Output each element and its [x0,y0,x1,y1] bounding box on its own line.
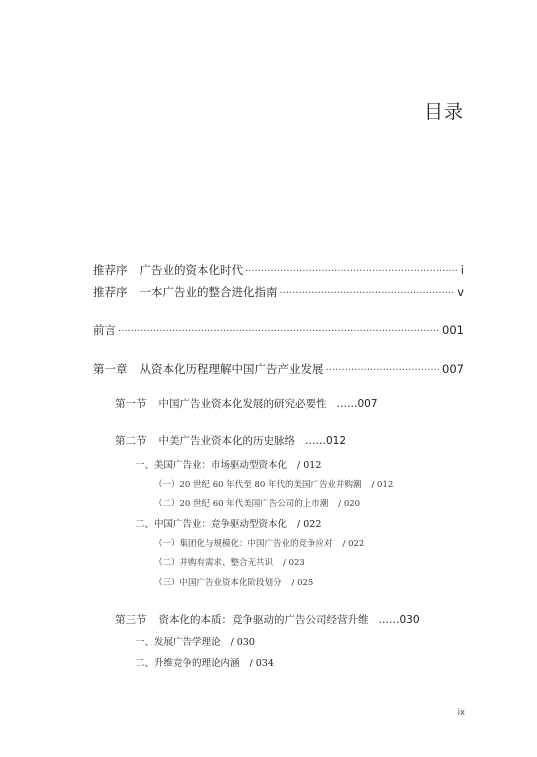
toc-text: 从资本化历程理解中国广告产业发展 [139,362,324,376]
toc-entry-section-3[interactable] [115,612,420,627]
toc-text: 一、发展广告学理论 [135,637,221,648]
toc-label: 推荐序 [93,285,128,299]
toc-page: / 022 [342,539,365,549]
toc-page: / 023 [283,558,305,568]
page-number: ix [457,708,465,718]
toc-text: 一本广告业的整合进化指南 [139,285,278,299]
toc-entry-item[interactable] [154,576,313,588]
toc-page: / 012 [297,460,322,471]
toc-leader [326,365,441,376]
toc-label: 第一章 [93,362,128,376]
toc-leader: …… [305,435,326,447]
toc-page: / 020 [338,499,361,509]
toc-label: 推荐序 [93,263,128,277]
toc-entry-subsection[interactable] [135,457,321,471]
toc-text: 资本化的本质：竞争驱动的广告公司经营升维 [158,614,369,626]
toc-page: 007 [442,362,464,376]
toc-entry-section-2[interactable] [115,433,346,448]
toc-page: / 034 [249,658,274,669]
toc-leader [118,326,440,337]
toc-leader [280,288,456,299]
toc-text: 二、升维竞争的理论内涵 [135,658,240,669]
toc-text: 中国广告业资本化发展的研究必要性 [158,398,327,410]
toc-text: （三）中国广告业资本化阶段划分 [154,578,282,588]
page-title: 目录 [423,101,464,123]
toc-leader: …… [378,614,400,626]
toc-page: 007 [357,398,378,410]
toc-entry-item[interactable] [154,497,360,509]
toc-page: / 030 [230,637,255,648]
toc-entry-subsection[interactable] [135,634,255,648]
toc-entry-chapter-1[interactable] [93,361,464,377]
toc-entry-preface[interactable] [93,322,464,338]
toc-page: 030 [399,614,420,626]
toc-page: i [460,263,464,277]
toc-entry-section-1[interactable] [115,396,378,411]
toc-entry-subsection[interactable] [135,516,321,530]
toc-entry-subsection[interactable] [135,655,274,669]
toc-label: 第二节 [115,435,147,447]
toc-label: 第一节 [115,398,147,410]
toc-text: 前言 [93,323,116,337]
toc-page: 012 [326,435,347,447]
toc-page: v [457,285,464,299]
toc-entry-item[interactable] [154,478,393,490]
toc-text: 中美广告业资本化的历史脉络 [158,435,295,447]
toc-entry-item[interactable] [154,537,364,549]
toc-text: 二、中国广告业：竞争驱动型资本化 [135,519,288,530]
toc-page: 001 [442,323,464,337]
toc-entry-foreword-1[interactable] [93,262,464,278]
toc-text: （二）并购有需求、整合无共识 [154,558,274,568]
toc-text: （一）集团化与规模化：中国广告业的竞争应对 [154,539,333,549]
toc-text: （一）20 世纪 60 年代至 80 年代的美国广告业并购潮 [154,480,362,490]
toc-page: / 022 [297,519,322,530]
toc-leader: …… [336,398,358,410]
toc-page: / 025 [291,578,314,588]
toc-text: 一、美国广告业：市场驱动型资本化 [135,460,288,471]
toc-label: 第三节 [115,614,147,626]
toc-text: 广告业的资本化时代 [139,263,243,277]
toc-page: / 012 [371,480,394,490]
toc-entry-item[interactable] [154,556,305,568]
toc-text: （二）20 世纪 60 年代美国广告公司的上市潮 [154,499,329,509]
toc-entry-foreword-2[interactable] [93,284,464,300]
toc-leader [245,266,459,277]
